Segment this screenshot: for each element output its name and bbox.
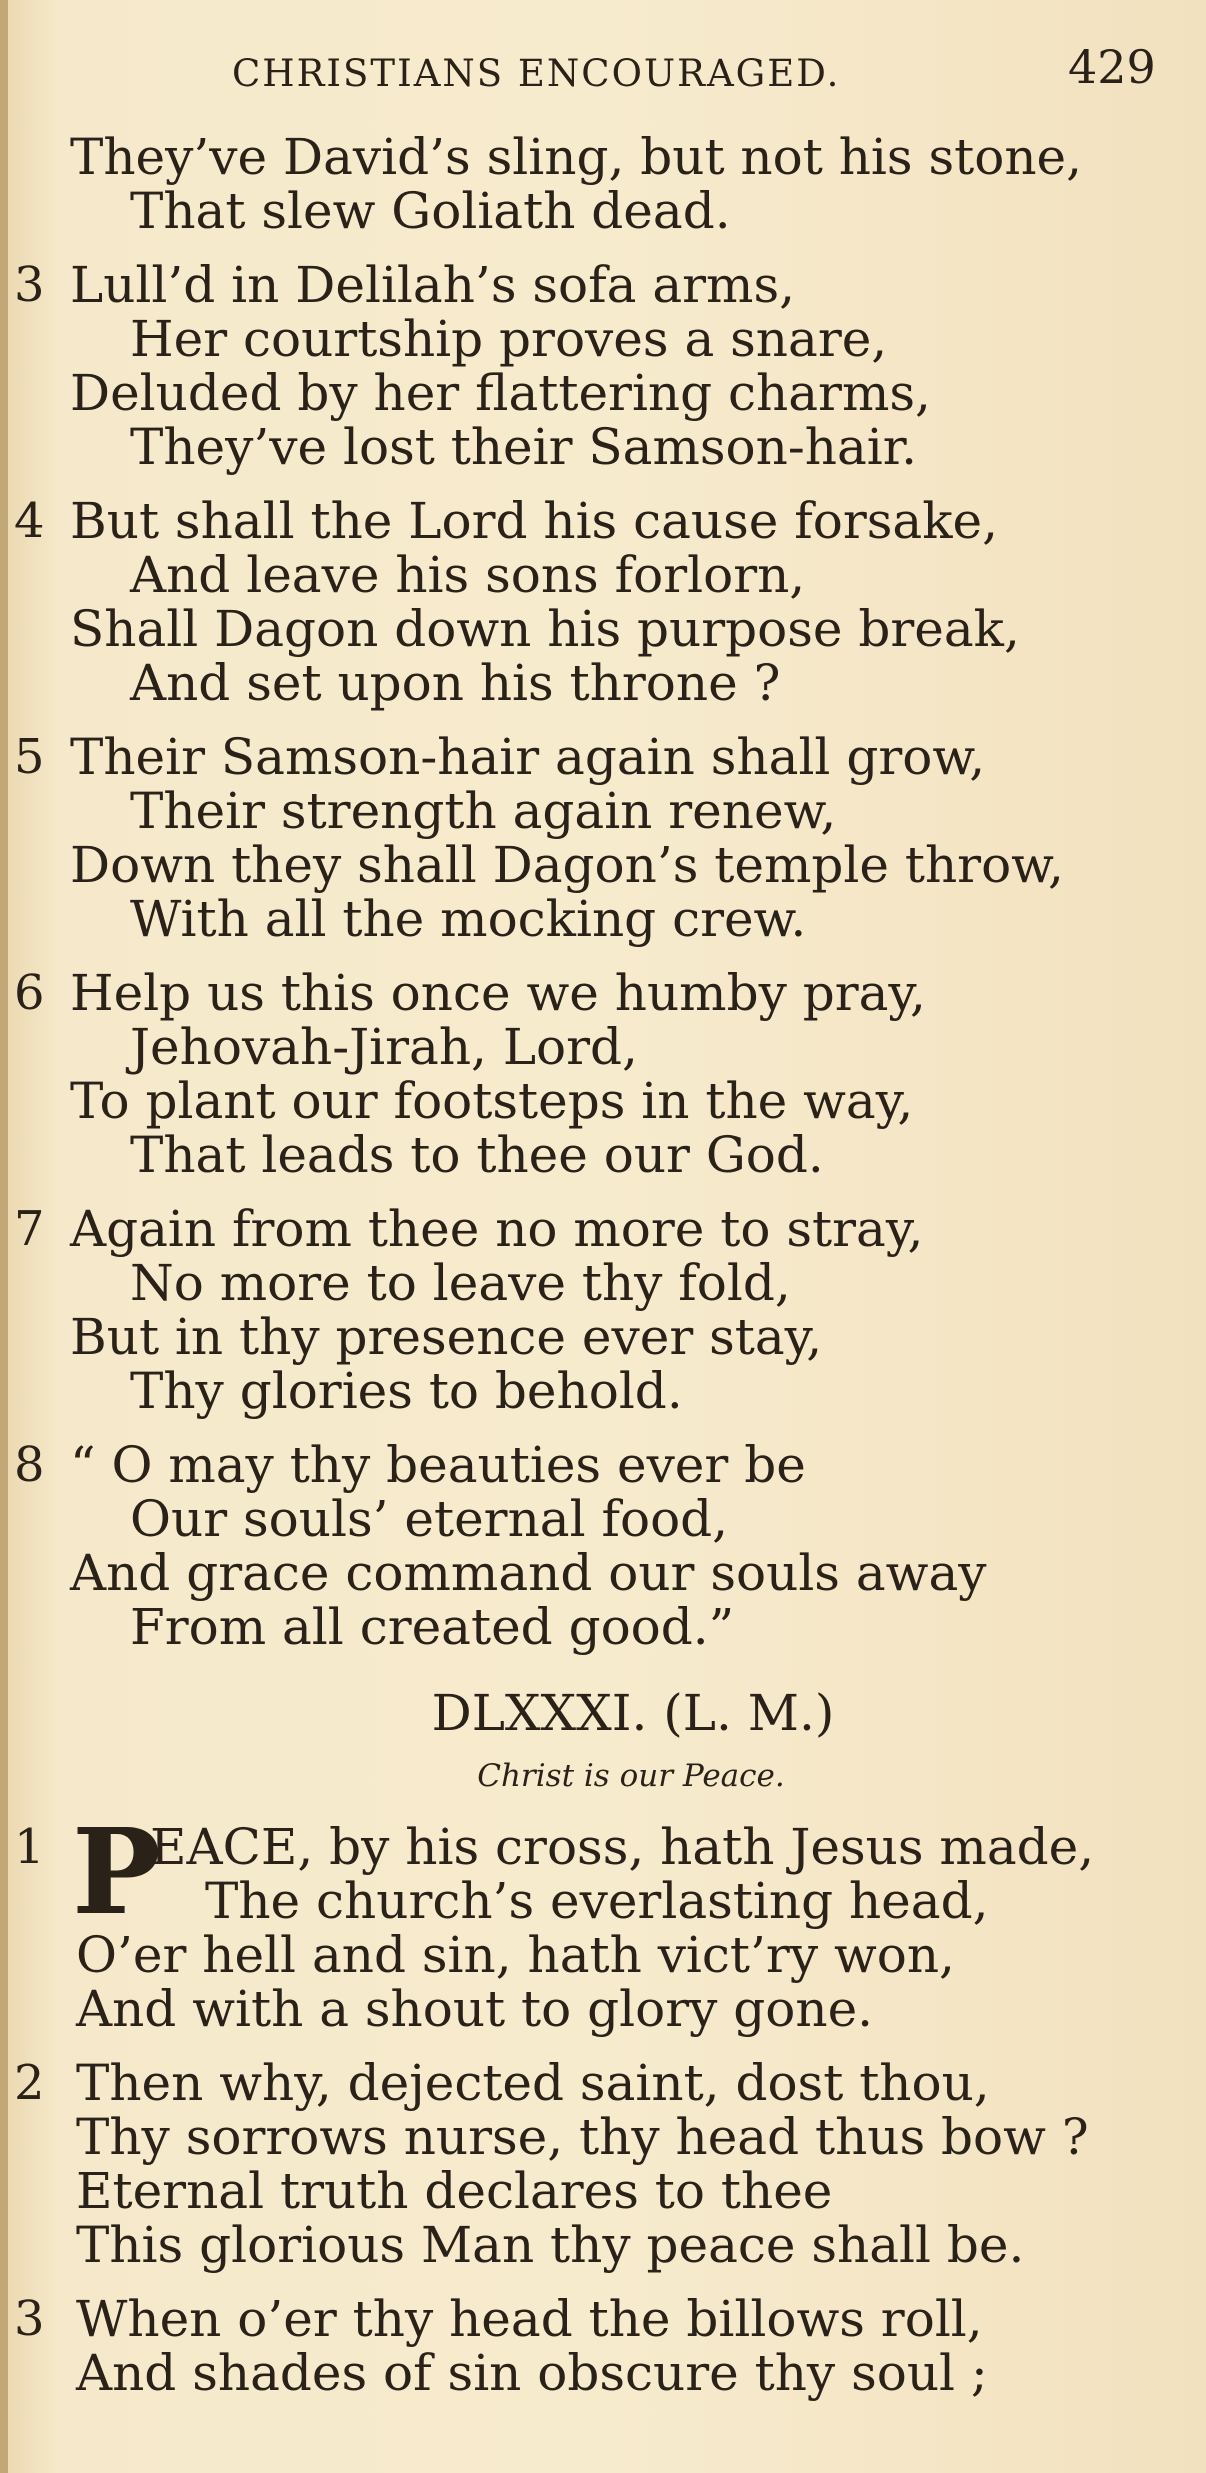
verse-line: Their strength again renew, [130,782,837,840]
stanza-7 [0,1202,1206,1418]
stanza-number: 7 [14,1201,45,1257]
hymn-verse-2 [0,2056,1206,2272]
verse-line: That leads to thee our God. [130,1126,824,1184]
verse-line: Thy sorrows nurse, thy head thus bow ? [76,2108,1089,2166]
running-title: CHRISTIANS ENCOURAGED. [232,52,841,95]
stanza-number: 3 [14,257,45,313]
verse-line: To plant our footsteps in the way, [70,1072,914,1130]
stanza-number: 5 [14,729,45,785]
verse-line: With all the mocking crew. [130,890,807,948]
verse-line: Her courtship proves a snare, [130,310,888,368]
verse-line: Shall Dagon down his purpose break, [70,600,1020,658]
verse-line: The church’s everlasting head, [205,1872,989,1930]
verse-line: And set upon his throne ? [130,654,781,712]
verse-line: But shall the Lord his cause forsake, [70,492,999,550]
verse-line: Deluded by her flattering charms, [70,364,931,422]
verse-line: Eternal truth declares to thee [76,2162,833,2220]
stanza-number: 4 [14,493,45,549]
verse-line: From all created good.” [130,1598,735,1656]
stanza-number: 2 [14,2055,45,2111]
verse-line: And with a shout to glory gone. [76,1980,874,2038]
verse-line: And shades of sin obscure thy soul ; [76,2344,988,2402]
hymn-subtitle: Christ is our Peace. [477,1758,785,1794]
stanza-5 [0,730,1206,946]
verse-line: They’ve David’s sling, but not his stone, [70,128,1083,186]
stanza-continued [0,130,1206,238]
verse-line: This glorious Man thy peace shall be. [76,2216,1025,2274]
verse-line: “ O may thy beauties ever be [70,1436,806,1494]
verse-line: O’er hell and sin, hath vict’ry won, [76,1926,955,1984]
stanza-8 [0,1438,1206,1654]
page-number: 429 [1068,40,1156,94]
drop-cap: P [72,1802,161,1941]
hymn-verse-3 [0,2292,1206,2400]
verse-line: Thy glories to behold. [130,1362,683,1420]
page-header [0,38,1206,98]
verse-line: No more to leave thy fold, [130,1254,791,1312]
verse-line: And leave his sons forlorn, [130,546,806,604]
verse-line: But in thy presence ever stay, [70,1308,823,1366]
verse-line: Down they shall Dagon’s temple throw, [70,836,1064,894]
stanza-number: 1 [14,1819,45,1875]
hymn-verse-1 [0,1802,1206,2038]
verse-line: Again from thee no more to stray, [70,1200,924,1258]
stanza-6 [0,966,1206,1182]
verse-line: Our souls’ eternal food, [130,1490,729,1548]
stanza-3 [0,258,1206,474]
verse-line: EACE, by his cross, hath Jesus made, [150,1818,1095,1876]
verse-line: That slew Goliath dead. [130,182,731,240]
verse-line: Then why, dejected saint, dost thou, [76,2054,990,2112]
verse-line: Help us this once we humby pray, [70,964,926,1022]
verse-line: They’ve lost their Samson-hair. [130,418,918,476]
stanza-4 [0,494,1206,710]
page-content [0,130,1206,2400]
stanza-number: 6 [14,965,45,1021]
verse-line: Their Samson-hair again shall grow, [70,728,986,786]
verse-line: When o’er thy head the billows roll, [76,2290,983,2348]
verse-line: And grace command our souls away [70,1544,987,1602]
verse-line: Jehovah-Jirah, Lord, [130,1018,638,1076]
hymn-heading: DLXXXI. (L. M.) [431,1684,835,1742]
stanza-number: 3 [14,2291,45,2347]
stanza-number: 8 [14,1437,45,1493]
verse-line: Lull’d in Delilah’s sofa arms, [70,256,796,314]
